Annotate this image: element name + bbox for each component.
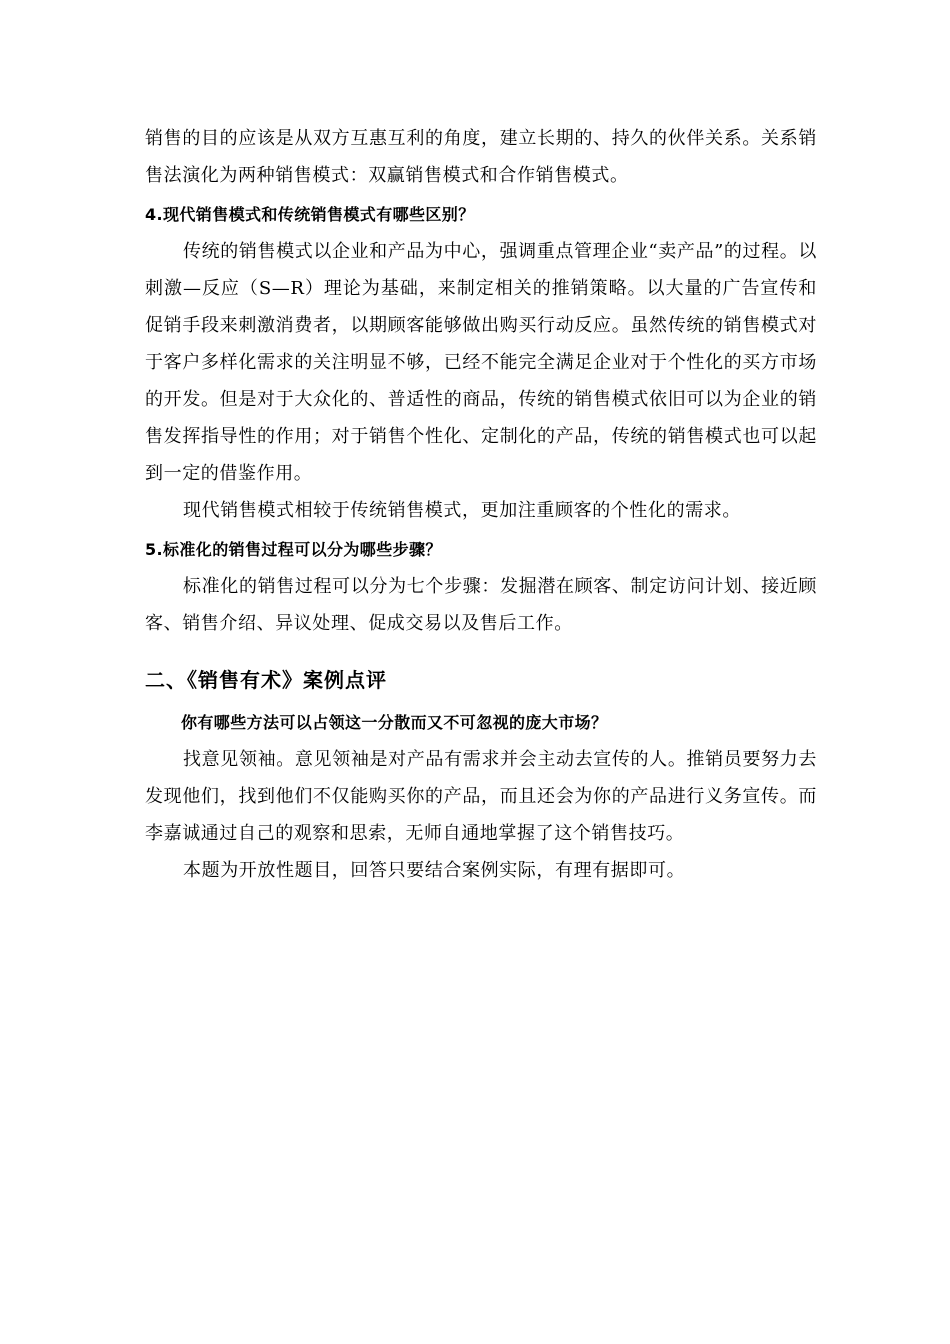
question-4-answer-paragraph-2: 现代销售模式相较于传统销售模式，更加注重顾客的个性化的需求。 — [183, 500, 741, 521]
document-body — [145, 120, 817, 889]
case-answer-paragraph-2: 本题为开放性题目，回答只要结合案例实际，有理有据即可。 — [183, 860, 686, 881]
case-answer-paragraph-1: 找意见领袖。意见领袖是对产品有需求并会主动去宣传的人。推销员要努力去发现他们，找到他们不仅能购买你的产品，而且还会为你的产品进行义务宣传。而李嘉诚通过自己的观察和思索，无师自通地掌握了这个销售技巧。 — [145, 749, 817, 844]
question-5-heading: 5.标准化的销售过程可以分为哪些步骤？ — [145, 540, 442, 559]
section-2-heading: 二、《销售有术》案例点评 — [145, 668, 387, 692]
question-4-heading: 4.现代销售模式和传统销售模式有哪些区别？ — [145, 205, 475, 224]
question-4-answer-paragraph-1: 传统的销售模式以企业和产品为中心，强调重点管理企业“卖产品”的过程。以刺激—反应（S—R）理论为基础，来制定相关的推销策略。以大量的广告宣传和促销手段来刺激消费者，以期顾客能够做出购买行动反应。虽然传统的销售模式对于客户多样化需求的关注明显不够，已经不能完全满足企业对于个性化的买方市场的开发。但是对于大众化的、普适性的商品，传统的销售模式依旧可以为企业的销售发挥指导性的作用；对于销售个性化、定制化的产品，传统的销售模式也可以起到一定的借鉴作用。 — [145, 241, 817, 484]
continued-paragraph: 销售的目的应该是从双方互惠互利的角度，建立长期的、持久的伙伴关系。关系销售法演化为两种销售模式：双赢销售模式和合作销售模式。 — [145, 128, 817, 186]
question-5-answer-paragraph: 标准化的销售过程可以分为七个步骤：发掘潜在顾客、制定访问计划、接近顾客、销售介绍、异议处理、促成交易以及售后工作。 — [145, 576, 817, 634]
case-question: 你有哪些方法可以占领这一分散而又不可忽视的庞大市场？ — [181, 713, 608, 732]
